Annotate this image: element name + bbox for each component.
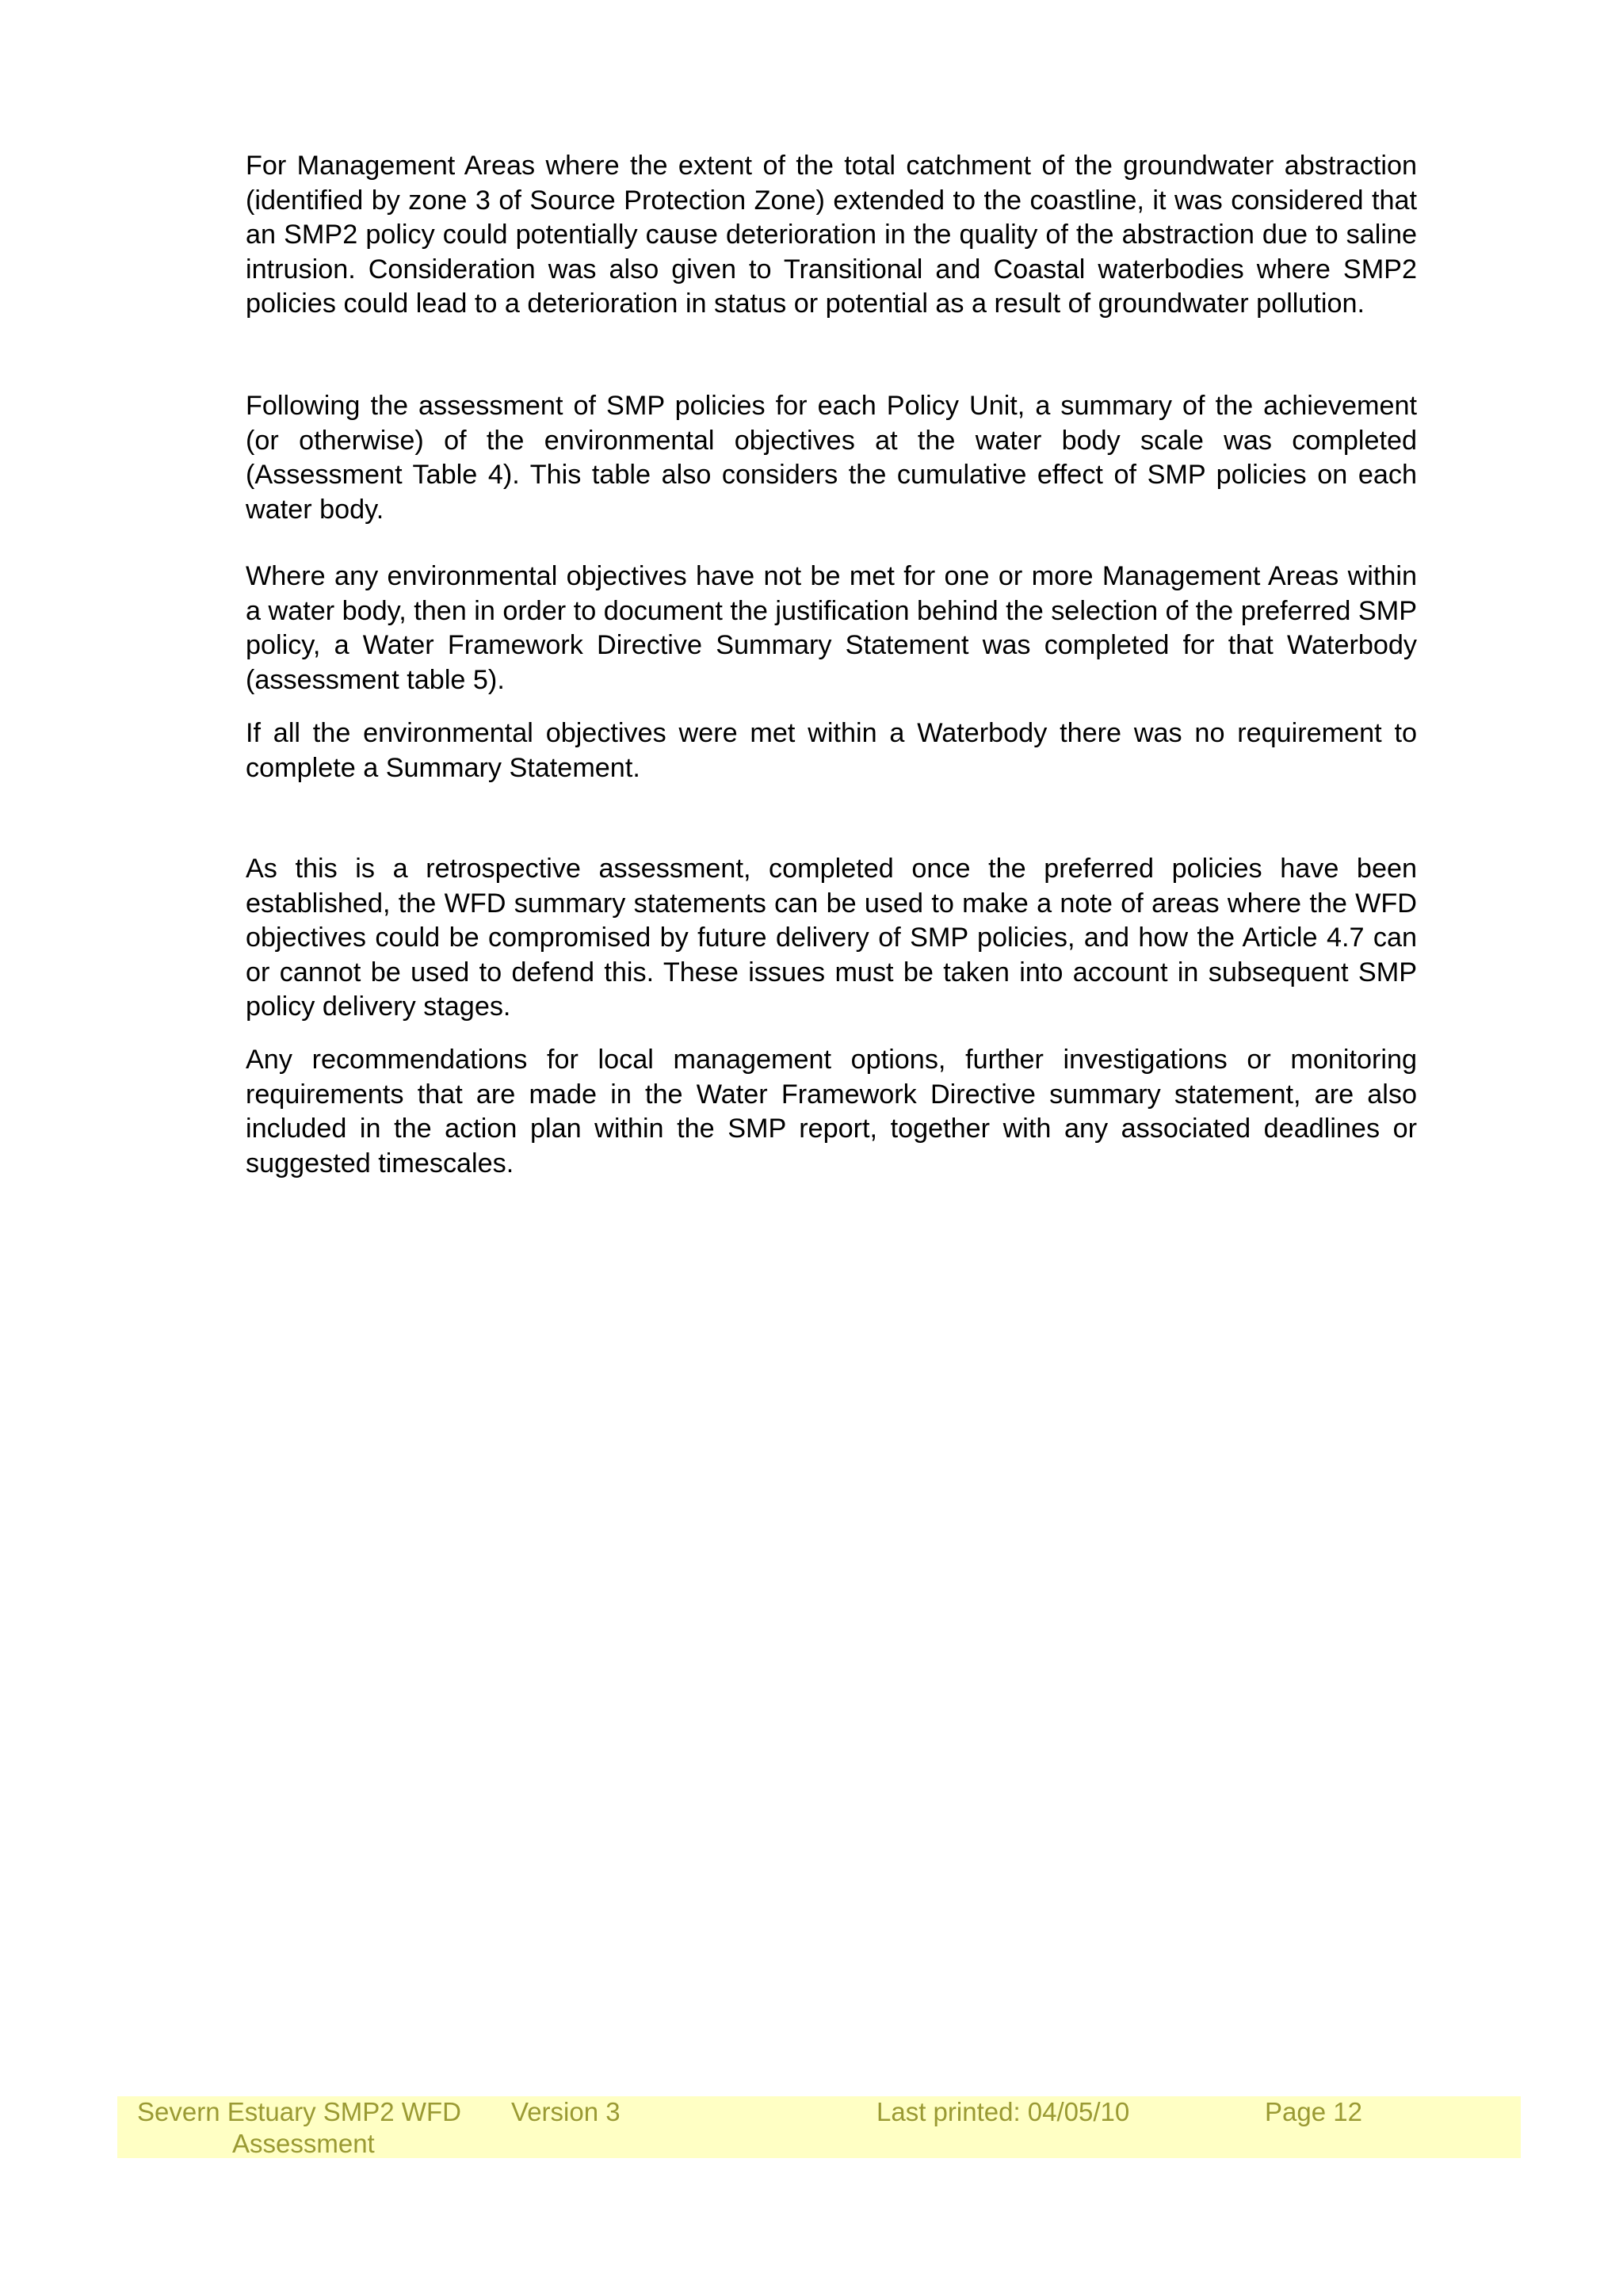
- footer-last-printed: Last printed: 04/05/10: [876, 2097, 1130, 2126]
- paragraph-objectives-met: If all the environmental objectives were met within a Waterbody there was no requirement to complete a Summary Statement.: [246, 718, 1417, 783]
- paragraph-recommendations: Any recommendations for local management options, further investigations or monitoring requirements that are made in the Water Framework Directive summary statement, are also included in the action plan within the SMP report, together with any associated deadlines or suggested timescales.: [246, 1045, 1417, 1179]
- footer-version: Version 3: [511, 2097, 621, 2126]
- footer-page-number: Page 12: [1265, 2097, 1362, 2126]
- page-footer: [117, 2096, 1521, 2158]
- paragraph-retrospective-assessment: As this is a retrospective assessment, completed once the preferred policies have been established, the WFD summary statements can be used to make a note of areas where the WFD objectives could be compromised by future delivery of SMP policies, and how the Article 4.7 can or cannot be used to defend this. These issues must be taken into account in subsequent SMP policy delivery stages.: [246, 854, 1417, 1022]
- footer-document-title-continued: Assessment: [232, 2129, 375, 2158]
- paragraph-objectives-not-met: Where any environmental objectives have not be met for one or more Management Areas within a water body, then in order to document the justification behind the selection of the preferred SMP policy, a Water Framework Directive Summary Statement was completed for that Waterbody (assessment table 5).: [246, 561, 1417, 695]
- paragraph-groundwater-abstraction: For Management Areas where the extent of the total catchment of the groundwater abstraction (identified by zone 3 of Source Protection Zone) extended to the coastline, it was considered that an SMP2 policy could potentially cause deterioration in the quality of the abstraction due to saline intrusion. Consideration was also given to Transitional and Coastal waterbodies where SMP2 policies could lead to a deterioration in status or potential as a result of groundwater pollution.: [246, 151, 1417, 319]
- footer-document-title: Severn Estuary SMP2 WFD: [137, 2097, 461, 2126]
- paragraph-assessment-summary: Following the assessment of SMP policies for each Policy Unit, a summary of the achievement (or otherwise) of the environmental objectives at the water body scale was completed (Assessment Table 4). This table also considers the cumulative effect of SMP policies on each water body.: [246, 391, 1417, 525]
